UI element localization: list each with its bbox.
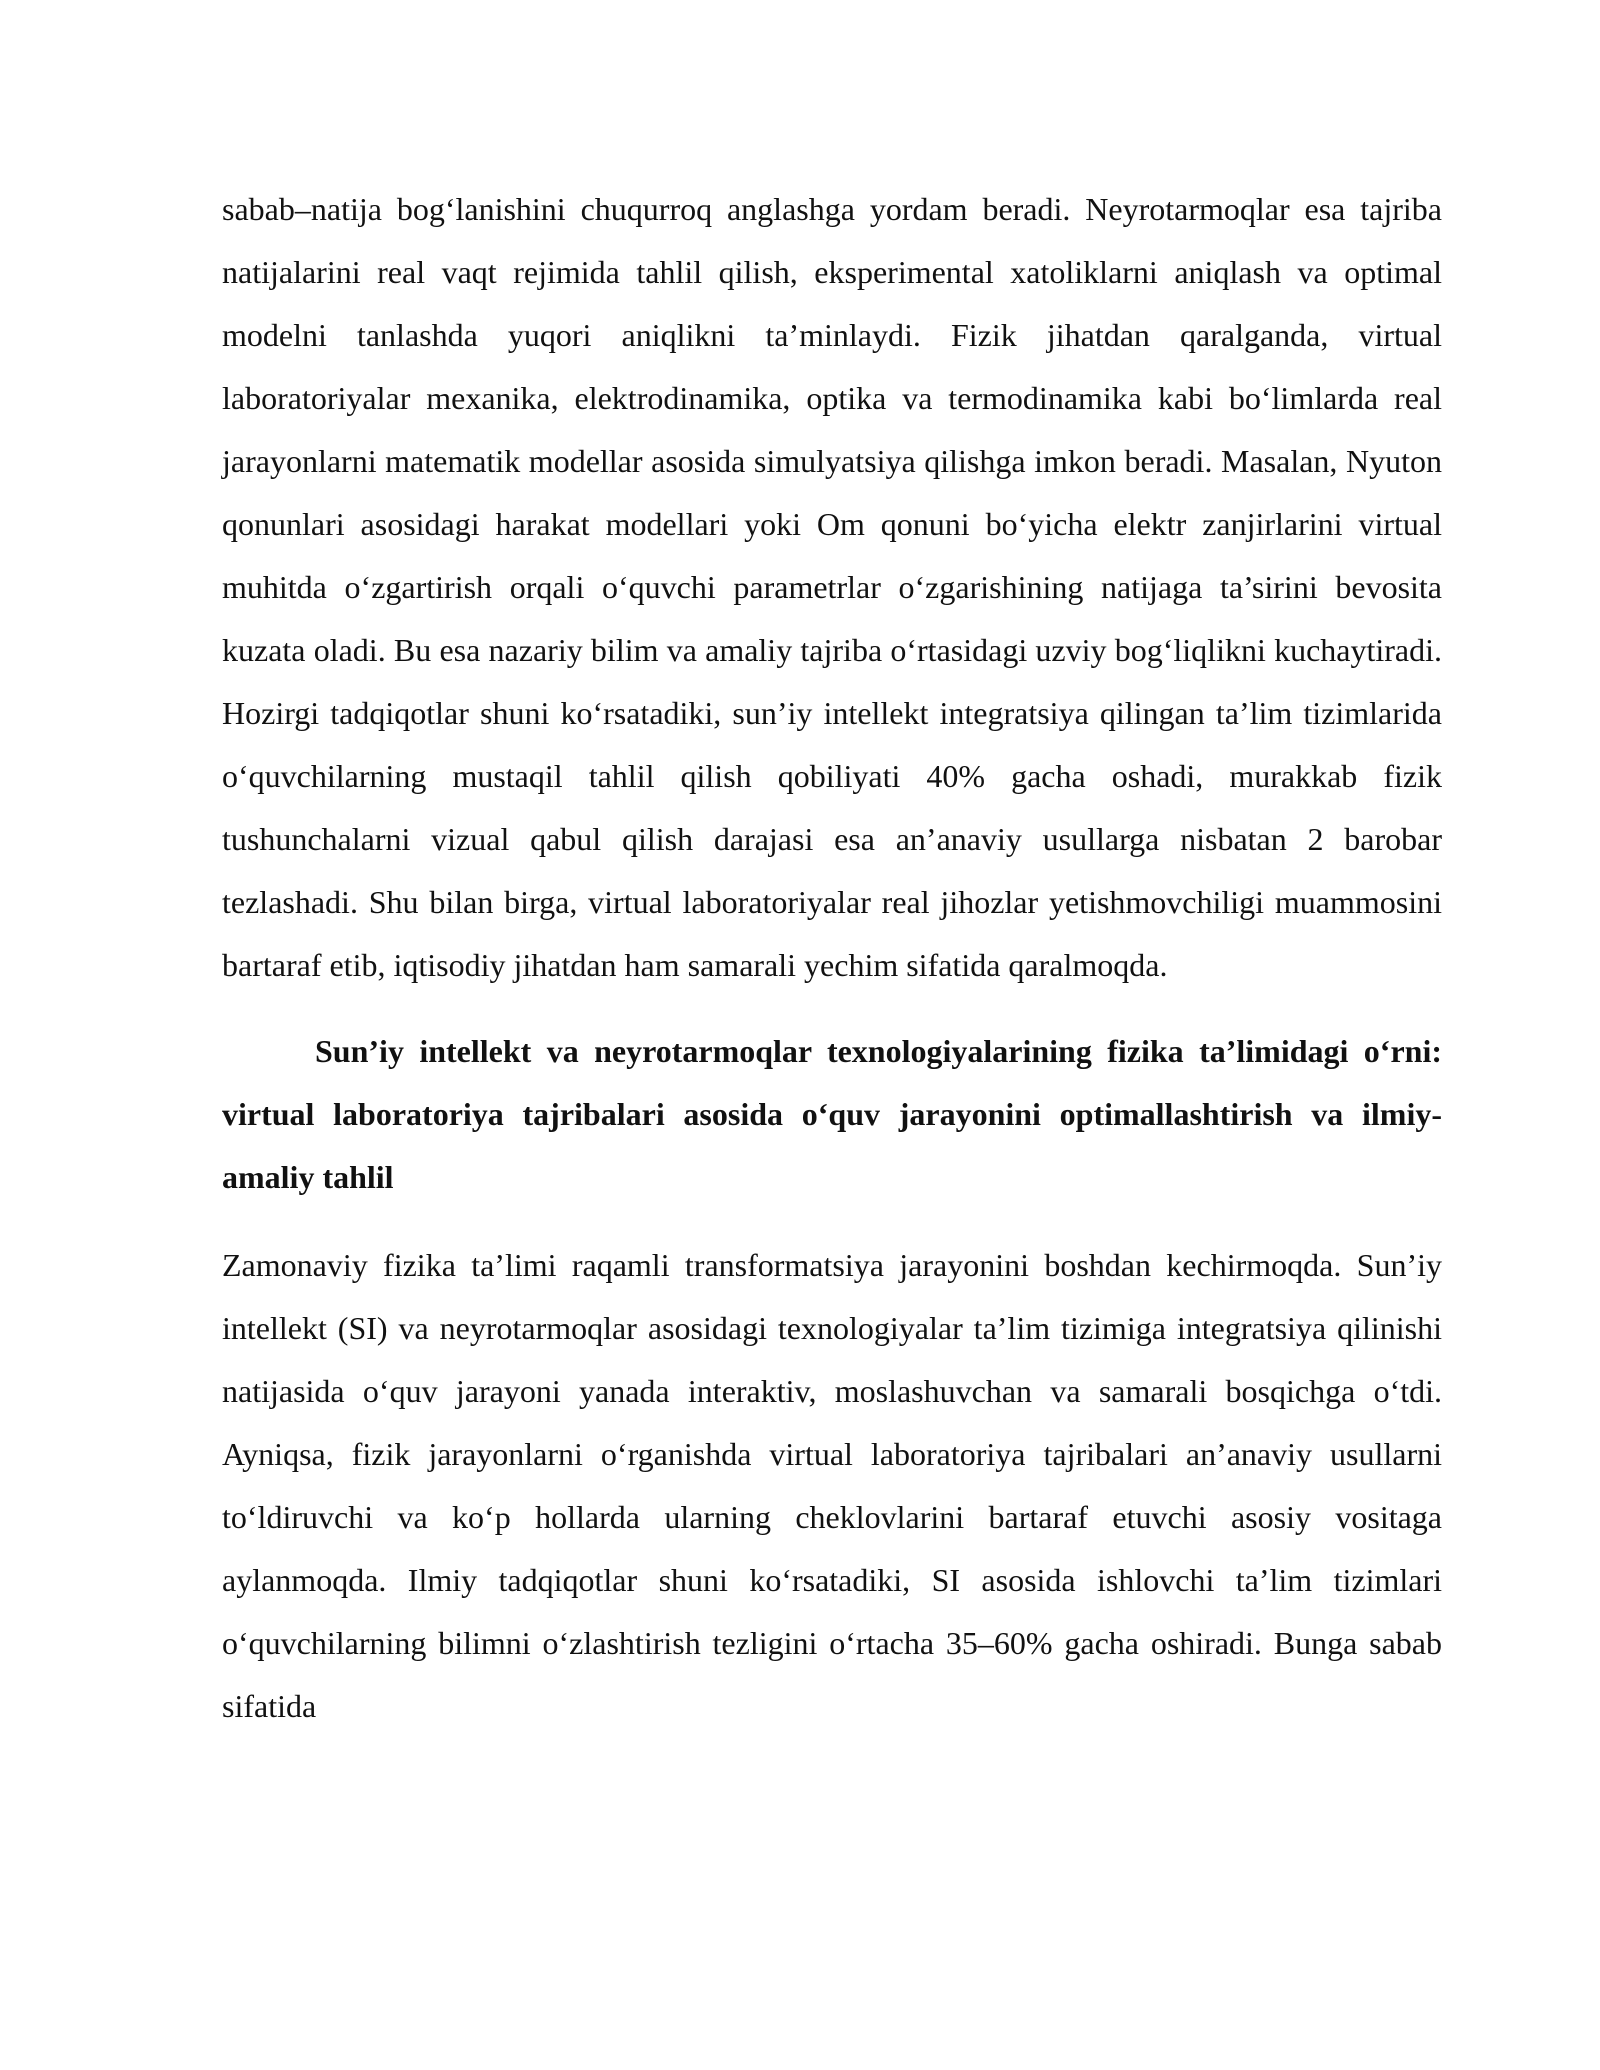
body-paragraph-2: Zamonaviy fizika ta’limi raqamli transformatsiya jarayonini boshdan kechirmoqda. Sun’iy intellekt (SI) va neyrotarmoqlar asosidagi texnologiyalar ta’lim tizimiga integratsiya qilinishi natijasida o‘quv jarayoni yanada interaktiv, moslashuvchan va samarali bosqichga o‘tdi. Ayniqsa, fizik jarayonlarni o‘rganishda virtual laboratoriya tajribalari an’anaviy usullarni to‘ldiruvchi va ko‘p hollarda ularning cheklovlarini bartaraf etuvchi asosiy vositaga aylanmoqda. Ilmiy tadqiqotlar shuni ko‘rsatadiki, SI asosida ishlovchi ta’lim tizimlari o‘quvchilarning bilimni o‘zlashtirish tezligini o‘rtacha 35–60% gacha oshiradi. Bunga sabab sifatida — [222, 1247, 1442, 1724]
section-heading: Sun’iy intellekt va neyrotarmoqlar texnologiyalarining fizika ta’limidagi o‘rni: virtual laboratoriya tajribalari asosida o‘quv jarayonini optimallashtirish va ilmiy-amaliy tahlil — [222, 1033, 1442, 1195]
body-paragraph-1: sabab–natija bog‘lanishini chuqurroq anglashga yordam beradi. Neyrotarmoqlar esa tajriba natijalarini real vaqt rejimida tahlil qilish, eksperimental xatoliklarni aniqlash va optimal modelni tanlashda yuqori aniqlikni ta’minlaydi. Fizik jihatdan qaralganda, virtual laboratoriyalar mexanika, elektrodinamika, optika va termodinamika kabi bo‘limlarda real jarayonlarni matematik modellar asosida simulyatsiya qilishga imkon beradi. Masalan, Nyuton qonunlari asosidagi harakat modellari yoki Om qonuni bo‘yicha elektr zanjirlarini virtual muhitda o‘zgartirish orqali o‘quvchi parametrlar o‘zgarishining natijaga ta’sirini bevosita kuzata oladi. Bu esa nazariy bilim va amaliy tajriba o‘rtasidagi uzviy bog‘liqlikni kuchaytiradi. Hozirgi tadqiqotlar shuni ko‘rsatadiki, sun’iy intellekt integratsiya qilingan ta’lim tizimlarida o‘quvchilarning mustaqil tahlil qilish qobiliyati 40% gacha oshadi, murakkab fizik tushunchalarni vizual qabul qilish darajasi esa an’anaviy usullarga nisbatan 2 barobar tezlashadi. Shu bilan birga, virtual laboratoriyalar real jihozlar yetishmovchiligi muammosini bartaraf etib, iqtisodiy jihatdan ham samarali yechim sifatida qaralmoqda. — [222, 191, 1442, 983]
document-page — [222, 178, 1442, 1738]
